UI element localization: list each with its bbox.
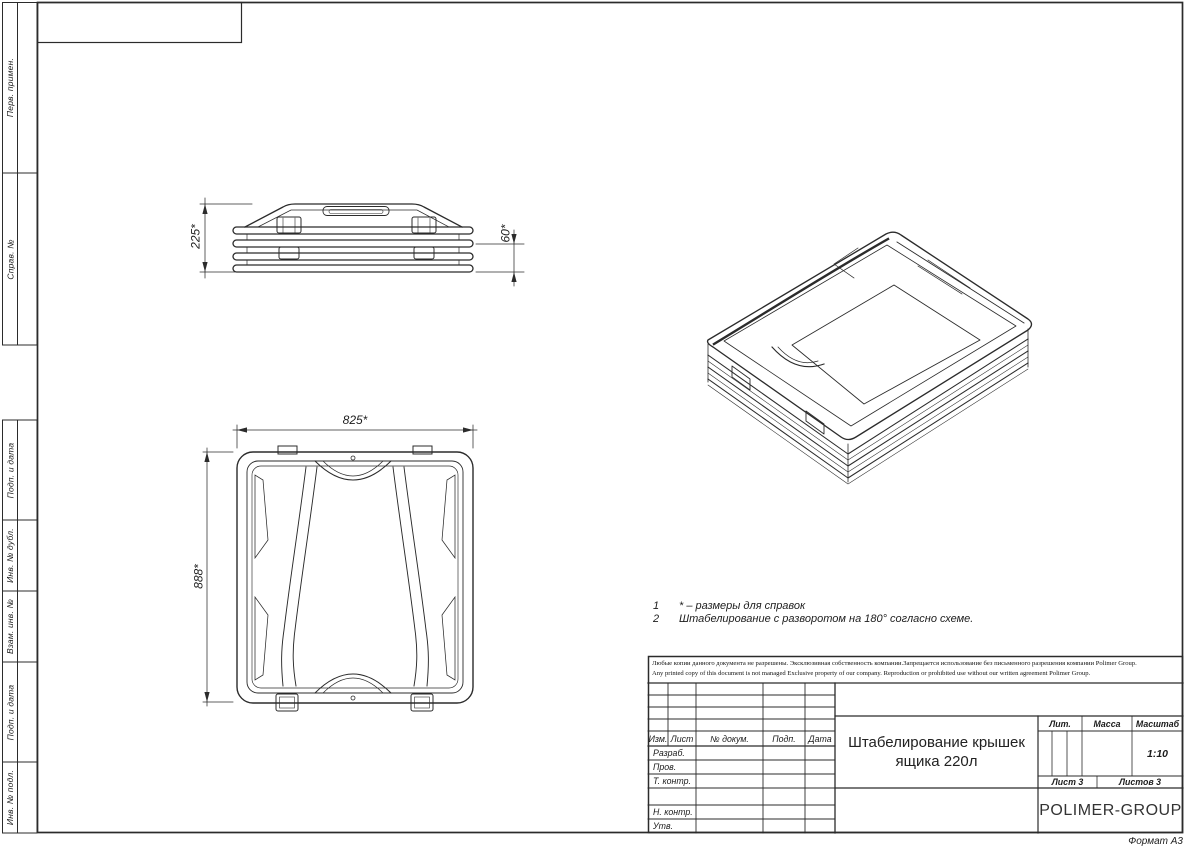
note-2-number: 2 (653, 613, 660, 625)
document-title-line2: ящика 220л (895, 753, 978, 770)
sheet-frame (38, 3, 1183, 833)
note-2 (653, 613, 973, 625)
side-view-drawing (233, 204, 473, 272)
stamp-label-sprav-no: Справ. № (4, 238, 15, 280)
tb-row-prov: Пров. (653, 762, 677, 772)
dim-plan-width: 825* (342, 412, 368, 427)
document-title (837, 718, 1036, 786)
stamp-label-inv-podl: Инв. № подл. (4, 769, 15, 826)
stamp-label-podp-data-2: Подп. и дата (4, 684, 15, 740)
disclaimer-line-en: Any printed copy of this document is not managed Exclusive property of our company. Reproduction or prohibited use without our written agreement Polimer Group. (652, 670, 1091, 677)
dim-side-height: 225* (188, 224, 202, 249)
stamp-label-perv-primen: Перв. примен. (4, 57, 15, 118)
note-1-number: 1 (653, 600, 660, 612)
tb-col-list: Лист (670, 733, 694, 744)
stamp-label-inv-dubl: Инв. № дубл. (4, 528, 15, 583)
disclaimer-line-ru: Любые копии данного документа не разрешены. Эксклюзивная собственность компании.Запрещается использование без письменного разрешения компании Polimer Group. (652, 660, 1137, 667)
tb-row-tkontr: Т. контр. (653, 776, 691, 786)
tb-scale-label: Масштаб (1135, 718, 1180, 729)
tb-col-docnum: № докум. (710, 733, 749, 744)
tb-col-data: Дата (808, 733, 832, 744)
tb-mass-label: Масса (1093, 718, 1121, 729)
tb-row-nkontr: Н. контр. (653, 807, 693, 817)
tb-scale-value: 1:10 (1146, 747, 1168, 760)
tb-lit-label: Лит. (1049, 718, 1071, 729)
dim-side-step: 60* (498, 224, 512, 243)
tb-col-izm: Изм. (648, 733, 668, 744)
tb-row-razrab: Разраб. (653, 748, 685, 758)
tb-col-podp: Подп. (772, 733, 796, 744)
iso-view-drawing (708, 232, 1032, 484)
tb-row-utv: Утв. (653, 821, 673, 831)
tb-sheet-value: Лист 3 (1051, 777, 1084, 787)
note-1-text: * – размеры для справок (679, 600, 806, 612)
note-1 (653, 600, 805, 612)
plan-view-drawing (237, 446, 473, 711)
dim-plan-depth: 888* (191, 564, 205, 589)
document-title-line1: Штабелирование крышек (848, 734, 1025, 751)
note-2-text: Штабелирование с разворотом на 180° согласно схеме. (679, 613, 974, 625)
top-left-reference-box (38, 3, 242, 43)
tb-sheets-value: Листов 3 (1118, 777, 1162, 787)
format-note: Формат А3 (1128, 836, 1183, 847)
stamp-label-vzam-inv: Взам. инв. № (4, 599, 15, 654)
company-name: POLIMER-GROUP (1039, 801, 1182, 819)
stamp-label-podp-data-1: Подп. и дата (4, 442, 15, 498)
